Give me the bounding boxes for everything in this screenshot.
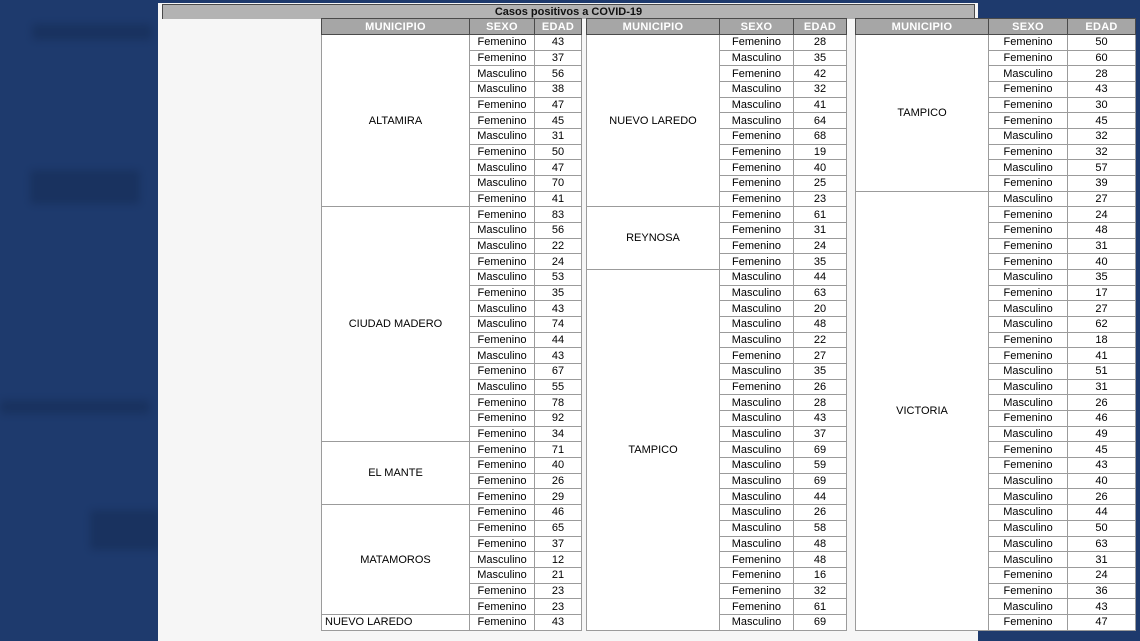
sexo-cell: Masculino <box>720 285 794 301</box>
edad-cell: 40 <box>535 458 582 474</box>
edad-cell: 31 <box>1068 238 1136 254</box>
sexo-cell: Femenino <box>470 35 535 51</box>
edad-cell: 63 <box>1068 536 1136 552</box>
table-row <box>587 35 847 51</box>
edad-cell: 26 <box>794 505 847 521</box>
edad-cell: 67 <box>535 364 582 380</box>
sexo-cell: Femenino <box>470 614 535 630</box>
sexo-cell: Femenino <box>470 489 535 505</box>
edad-cell: 24 <box>794 238 847 254</box>
sexo-cell: Femenino <box>470 520 535 536</box>
sexo-cell: Masculino <box>720 426 794 442</box>
column-header-edad: EDAD <box>535 19 582 35</box>
edad-cell: 31 <box>535 129 582 145</box>
edad-cell: 48 <box>794 536 847 552</box>
sexo-cell: Masculino <box>470 317 535 333</box>
edad-cell: 45 <box>1068 113 1136 129</box>
edad-cell: 27 <box>1068 301 1136 317</box>
edad-cell: 23 <box>535 599 582 615</box>
sexo-cell: Femenino <box>470 113 535 129</box>
table-row <box>587 270 847 286</box>
edad-cell: 35 <box>535 285 582 301</box>
sexo-cell: Masculino <box>720 50 794 66</box>
sexo-cell: Masculino <box>470 348 535 364</box>
edad-cell: 35 <box>1068 270 1136 286</box>
edad-cell: 40 <box>1068 254 1136 270</box>
municipio-cell: EL MANTE <box>322 442 470 505</box>
sexo-cell: Masculino <box>989 160 1068 176</box>
edad-cell: 41 <box>1068 348 1136 364</box>
edad-cell: 44 <box>794 270 847 286</box>
sexo-cell: Masculino <box>470 160 535 176</box>
edad-cell: 45 <box>1068 442 1136 458</box>
sexo-cell: Femenino <box>470 599 535 615</box>
table-panel <box>158 3 1118 641</box>
column-header-municipio: MUNICIPIO <box>322 19 470 35</box>
edad-cell: 50 <box>1068 35 1136 51</box>
edad-cell: 37 <box>535 50 582 66</box>
edad-cell: 28 <box>1068 66 1136 82</box>
edad-cell: 63 <box>794 285 847 301</box>
table-row <box>322 442 582 458</box>
edad-cell: 43 <box>535 614 582 630</box>
edad-cell: 70 <box>535 176 582 192</box>
edad-cell: 43 <box>1068 458 1136 474</box>
sexo-cell: Masculino <box>989 129 1068 145</box>
table-row <box>322 207 582 223</box>
edad-cell: 24 <box>1068 207 1136 223</box>
edad-cell: 61 <box>794 207 847 223</box>
sexo-cell: Masculino <box>720 332 794 348</box>
edad-cell: 46 <box>1068 411 1136 427</box>
edad-cell: 18 <box>1068 332 1136 348</box>
edad-cell: 23 <box>794 191 847 207</box>
municipio-cell: REYNOSA <box>587 207 720 270</box>
edad-cell: 26 <box>794 379 847 395</box>
sexo-cell: Femenino <box>989 411 1068 427</box>
sexo-cell: Femenino <box>989 238 1068 254</box>
sexo-cell: Femenino <box>720 176 794 192</box>
edad-cell: 47 <box>1068 614 1136 630</box>
sexo-cell: Masculino <box>720 113 794 129</box>
table-row <box>322 35 582 51</box>
edad-cell: 39 <box>1068 176 1136 192</box>
sexo-cell: Masculino <box>720 442 794 458</box>
sexo-cell: Masculino <box>720 458 794 474</box>
edad-cell: 41 <box>535 191 582 207</box>
sexo-cell: Masculino <box>720 364 794 380</box>
edad-cell: 65 <box>535 520 582 536</box>
edad-cell: 37 <box>794 426 847 442</box>
column-header-sexo: SEXO <box>470 19 535 35</box>
edad-cell: 24 <box>1068 567 1136 583</box>
sexo-cell: Masculino <box>720 317 794 333</box>
edad-cell: 26 <box>1068 489 1136 505</box>
edad-cell: 23 <box>535 583 582 599</box>
cases-table-group-1 <box>321 18 581 631</box>
sexo-cell: Masculino <box>470 223 535 239</box>
edad-cell: 61 <box>794 599 847 615</box>
edad-cell: 56 <box>535 223 582 239</box>
sexo-cell: Femenino <box>989 144 1068 160</box>
table-row <box>322 614 582 630</box>
edad-cell: 35 <box>794 254 847 270</box>
edad-cell: 78 <box>535 395 582 411</box>
edad-cell: 69 <box>794 614 847 630</box>
edad-cell: 41 <box>794 97 847 113</box>
edad-cell: 50 <box>535 144 582 160</box>
sexo-cell: Femenino <box>989 223 1068 239</box>
edad-cell: 32 <box>794 583 847 599</box>
sexo-cell: Femenino <box>989 50 1068 66</box>
edad-cell: 69 <box>794 473 847 489</box>
edad-cell: 42 <box>794 66 847 82</box>
sexo-cell: Femenino <box>989 332 1068 348</box>
municipio-cell: CIUDAD MADERO <box>322 207 470 442</box>
table-row <box>587 207 847 223</box>
sexo-cell: Femenino <box>470 536 535 552</box>
edad-cell: 68 <box>794 129 847 145</box>
edad-cell: 48 <box>794 317 847 333</box>
sexo-cell: Femenino <box>470 426 535 442</box>
sexo-cell: Femenino <box>470 473 535 489</box>
edad-cell: 43 <box>794 411 847 427</box>
sexo-cell: Masculino <box>720 82 794 98</box>
sexo-cell: Masculino <box>470 301 535 317</box>
edad-cell: 92 <box>535 411 582 427</box>
edad-cell: 31 <box>1068 552 1136 568</box>
edad-cell: 25 <box>794 176 847 192</box>
sexo-cell: Masculino <box>720 473 794 489</box>
sexo-cell: Femenino <box>989 348 1068 364</box>
edad-cell: 27 <box>1068 191 1136 207</box>
sexo-cell: Masculino <box>989 364 1068 380</box>
edad-cell: 24 <box>535 254 582 270</box>
edad-cell: 55 <box>535 379 582 395</box>
column-header-edad: EDAD <box>794 19 847 35</box>
background-artifact <box>90 510 160 550</box>
sexo-cell: Femenino <box>989 113 1068 129</box>
sexo-cell: Masculino <box>720 97 794 113</box>
sexo-cell: Masculino <box>720 614 794 630</box>
sexo-cell: Femenino <box>470 395 535 411</box>
edad-cell: 22 <box>794 332 847 348</box>
sexo-cell: Femenino <box>470 505 535 521</box>
sexo-cell: Masculino <box>989 66 1068 82</box>
sexo-cell: Masculino <box>989 552 1068 568</box>
edad-cell: 71 <box>535 442 582 458</box>
sexo-cell: Femenino <box>720 599 794 615</box>
edad-cell: 31 <box>1068 379 1136 395</box>
edad-cell: 47 <box>535 97 582 113</box>
sexo-cell: Femenino <box>989 614 1068 630</box>
sexo-cell: Femenino <box>989 458 1068 474</box>
sexo-cell: Femenino <box>989 442 1068 458</box>
edad-cell: 62 <box>1068 317 1136 333</box>
table-title: Casos positivos a COVID-19 <box>494 6 643 18</box>
municipio-cell: NUEVO LAREDO <box>587 35 720 207</box>
sexo-cell: Femenino <box>470 364 535 380</box>
sexo-cell: Femenino <box>470 458 535 474</box>
edad-cell: 43 <box>535 35 582 51</box>
sexo-cell: Femenino <box>470 97 535 113</box>
sexo-cell: Masculino <box>989 599 1068 615</box>
edad-cell: 58 <box>794 520 847 536</box>
edad-cell: 32 <box>794 82 847 98</box>
sexo-cell: Femenino <box>720 144 794 160</box>
edad-cell: 43 <box>1068 82 1136 98</box>
sexo-cell: Femenino <box>720 223 794 239</box>
edad-cell: 47 <box>535 160 582 176</box>
sexo-cell: Masculino <box>470 238 535 254</box>
edad-cell: 26 <box>1068 395 1136 411</box>
edad-cell: 28 <box>794 35 847 51</box>
edad-cell: 19 <box>794 144 847 160</box>
sexo-cell: Femenino <box>989 583 1068 599</box>
edad-cell: 29 <box>535 489 582 505</box>
edad-cell: 12 <box>535 552 582 568</box>
sexo-cell: Femenino <box>470 144 535 160</box>
sexo-cell: Femenino <box>989 82 1068 98</box>
table-title-bar <box>162 4 975 19</box>
edad-cell: 32 <box>1068 129 1136 145</box>
edad-cell: 40 <box>794 160 847 176</box>
column-header-sexo: SEXO <box>989 19 1068 35</box>
edad-cell: 53 <box>535 270 582 286</box>
sexo-cell: Masculino <box>470 82 535 98</box>
edad-cell: 43 <box>1068 599 1136 615</box>
sexo-cell: Masculino <box>470 567 535 583</box>
sexo-cell: Femenino <box>720 254 794 270</box>
sexo-cell: Masculino <box>989 191 1068 207</box>
edad-cell: 74 <box>535 317 582 333</box>
edad-cell: 59 <box>794 458 847 474</box>
edad-cell: 21 <box>535 567 582 583</box>
edad-cell: 56 <box>535 66 582 82</box>
edad-cell: 27 <box>794 348 847 364</box>
sexo-cell: Masculino <box>720 505 794 521</box>
table-row <box>856 191 1136 207</box>
table-row <box>322 505 582 521</box>
edad-cell: 40 <box>1068 473 1136 489</box>
sexo-cell: Femenino <box>720 567 794 583</box>
edad-cell: 26 <box>535 473 582 489</box>
edad-cell: 43 <box>535 301 582 317</box>
edad-cell: 34 <box>535 426 582 442</box>
background-artifact <box>32 24 152 40</box>
sexo-cell: Femenino <box>470 332 535 348</box>
edad-cell: 32 <box>1068 144 1136 160</box>
sexo-cell: Femenino <box>989 176 1068 192</box>
edad-cell: 64 <box>794 113 847 129</box>
sexo-cell: Masculino <box>720 411 794 427</box>
sexo-cell: Femenino <box>470 254 535 270</box>
municipio-cell: VICTORIA <box>856 191 989 630</box>
sexo-cell: Masculino <box>720 489 794 505</box>
sexo-cell: Femenino <box>989 254 1068 270</box>
edad-cell: 48 <box>1068 223 1136 239</box>
edad-cell: 45 <box>535 113 582 129</box>
edad-cell: 20 <box>794 301 847 317</box>
edad-cell: 46 <box>535 505 582 521</box>
edad-cell: 44 <box>794 489 847 505</box>
edad-cell: 69 <box>794 442 847 458</box>
sexo-cell: Masculino <box>989 426 1068 442</box>
sexo-cell: Masculino <box>989 505 1068 521</box>
sexo-cell: Masculino <box>989 270 1068 286</box>
edad-cell: 83 <box>535 207 582 223</box>
edad-cell: 44 <box>535 332 582 348</box>
sexo-cell: Femenino <box>720 35 794 51</box>
sexo-cell: Femenino <box>720 238 794 254</box>
sexo-cell: Masculino <box>470 552 535 568</box>
sexo-cell: Femenino <box>989 207 1068 223</box>
sexo-cell: Femenino <box>720 379 794 395</box>
sexo-cell: Femenino <box>470 583 535 599</box>
municipio-cell: TAMPICO <box>587 270 720 630</box>
edad-cell: 28 <box>794 395 847 411</box>
sexo-cell: Masculino <box>989 301 1068 317</box>
column-header-municipio: MUNICIPIO <box>587 19 720 35</box>
sexo-cell: Femenino <box>989 35 1068 51</box>
edad-cell: 35 <box>794 364 847 380</box>
edad-cell: 51 <box>1068 364 1136 380</box>
cases-table-group-3 <box>855 18 1135 631</box>
sexo-cell: Masculino <box>720 395 794 411</box>
edad-cell: 37 <box>535 536 582 552</box>
sexo-cell: Femenino <box>720 160 794 176</box>
sexo-cell: Femenino <box>720 129 794 145</box>
municipio-cell: MATAMOROS <box>322 505 470 615</box>
sexo-cell: Masculino <box>989 395 1068 411</box>
municipio-cell: NUEVO LAREDO <box>322 614 470 630</box>
edad-cell: 38 <box>535 82 582 98</box>
edad-cell: 57 <box>1068 160 1136 176</box>
edad-cell: 16 <box>794 567 847 583</box>
sexo-cell: Masculino <box>989 520 1068 536</box>
edad-cell: 50 <box>1068 520 1136 536</box>
sexo-cell: Femenino <box>989 567 1068 583</box>
sexo-cell: Masculino <box>720 301 794 317</box>
sexo-cell: Masculino <box>989 317 1068 333</box>
sexo-cell: Femenino <box>470 50 535 66</box>
sexo-cell: Femenino <box>720 66 794 82</box>
sexo-cell: Femenino <box>720 552 794 568</box>
sexo-cell: Masculino <box>989 473 1068 489</box>
background-artifact <box>0 400 150 414</box>
sexo-cell: Masculino <box>989 489 1068 505</box>
column-header-edad: EDAD <box>1068 19 1136 35</box>
edad-cell: 30 <box>1068 97 1136 113</box>
edad-cell: 48 <box>794 552 847 568</box>
edad-cell: 43 <box>535 348 582 364</box>
column-header-municipio: MUNICIPIO <box>856 19 989 35</box>
sexo-cell: Masculino <box>720 270 794 286</box>
sexo-cell: Femenino <box>470 442 535 458</box>
sexo-cell: Masculino <box>989 379 1068 395</box>
edad-cell: 36 <box>1068 583 1136 599</box>
sexo-cell: Masculino <box>720 520 794 536</box>
edad-cell: 49 <box>1068 426 1136 442</box>
municipio-cell: TAMPICO <box>856 35 989 192</box>
sexo-cell: Masculino <box>470 379 535 395</box>
sexo-cell: Masculino <box>720 536 794 552</box>
sexo-cell: Femenino <box>989 285 1068 301</box>
sexo-cell: Masculino <box>470 270 535 286</box>
sexo-cell: Femenino <box>720 207 794 223</box>
edad-cell: 22 <box>535 238 582 254</box>
sexo-cell: Femenino <box>470 285 535 301</box>
sexo-cell: Femenino <box>720 348 794 364</box>
sexo-cell: Femenino <box>470 191 535 207</box>
edad-cell: 44 <box>1068 505 1136 521</box>
sexo-cell: Femenino <box>470 411 535 427</box>
cases-table-group-2 <box>586 18 846 631</box>
sexo-cell: Masculino <box>470 129 535 145</box>
column-header-sexo: SEXO <box>720 19 794 35</box>
background-artifact <box>30 170 140 204</box>
edad-cell: 60 <box>1068 50 1136 66</box>
sexo-cell: Femenino <box>720 191 794 207</box>
edad-cell: 31 <box>794 223 847 239</box>
sexo-cell: Femenino <box>470 207 535 223</box>
sexo-cell: Femenino <box>720 583 794 599</box>
sexo-cell: Masculino <box>470 176 535 192</box>
sexo-cell: Masculino <box>989 536 1068 552</box>
sexo-cell: Femenino <box>989 97 1068 113</box>
edad-cell: 35 <box>794 50 847 66</box>
sexo-cell: Masculino <box>470 66 535 82</box>
table-row <box>856 35 1136 51</box>
edad-cell: 17 <box>1068 285 1136 301</box>
municipio-cell: ALTAMIRA <box>322 35 470 207</box>
